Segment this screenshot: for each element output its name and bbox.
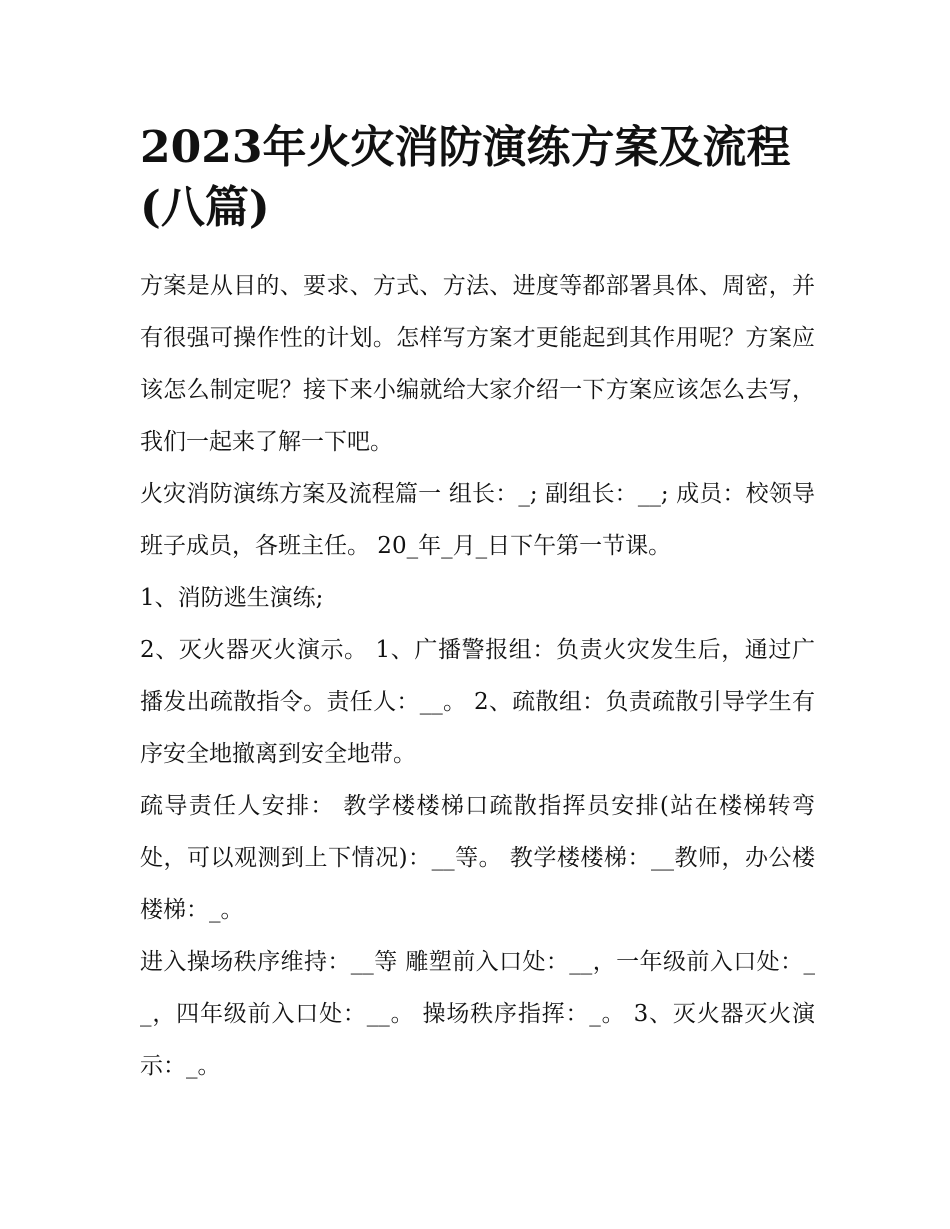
document-title: 2023年火灾消防演练方案及流程(八篇) xyxy=(140,122,791,233)
paragraph-item-1: 1、消防逃生演练; xyxy=(140,585,324,611)
document-body xyxy=(140,118,815,1092)
paragraph-evacuation-guides: 疏导责任人安排： 教学楼楼梯口疏散指挥员安排(站在楼梯转弯处，可以观测到上下情况)：__等。 教学楼楼梯：__教师，办公楼楼梯：_。 xyxy=(140,793,815,923)
paragraph-playground-order: 进入操场秩序维持：__等 雕塑前入口处：__，一年级前入口处：__，四年级前入口处：__。 操场秩序指挥：_。 3、灭火器灭火演示：_。 xyxy=(140,949,815,1079)
paragraph-organization: 火灾消防演练方案及流程篇一 组长：_; 副组长：__; 成员：校领导班子成员，各班主任。 20_年_月_日下午第一节课。 xyxy=(140,481,815,559)
paragraph-item-2: 2、灭火器灭火演示。 1、广播警报组：负责火灾发生后，通过广播发出疏散指令。责任人：__。 2、疏散组：负责疏散引导学生有序安全地撤离到安全地带。 xyxy=(140,637,815,767)
paragraph-intro: 方案是从目的、要求、方式、方法、进度等都部署具体、周密，并有很强可操作性的计划。怎样写方案才更能起到其作用呢？方案应该怎么制定呢？接下来小编就给大家介绍一下方案应该怎么去写，我们一起来了解一下吧。 xyxy=(140,273,815,455)
